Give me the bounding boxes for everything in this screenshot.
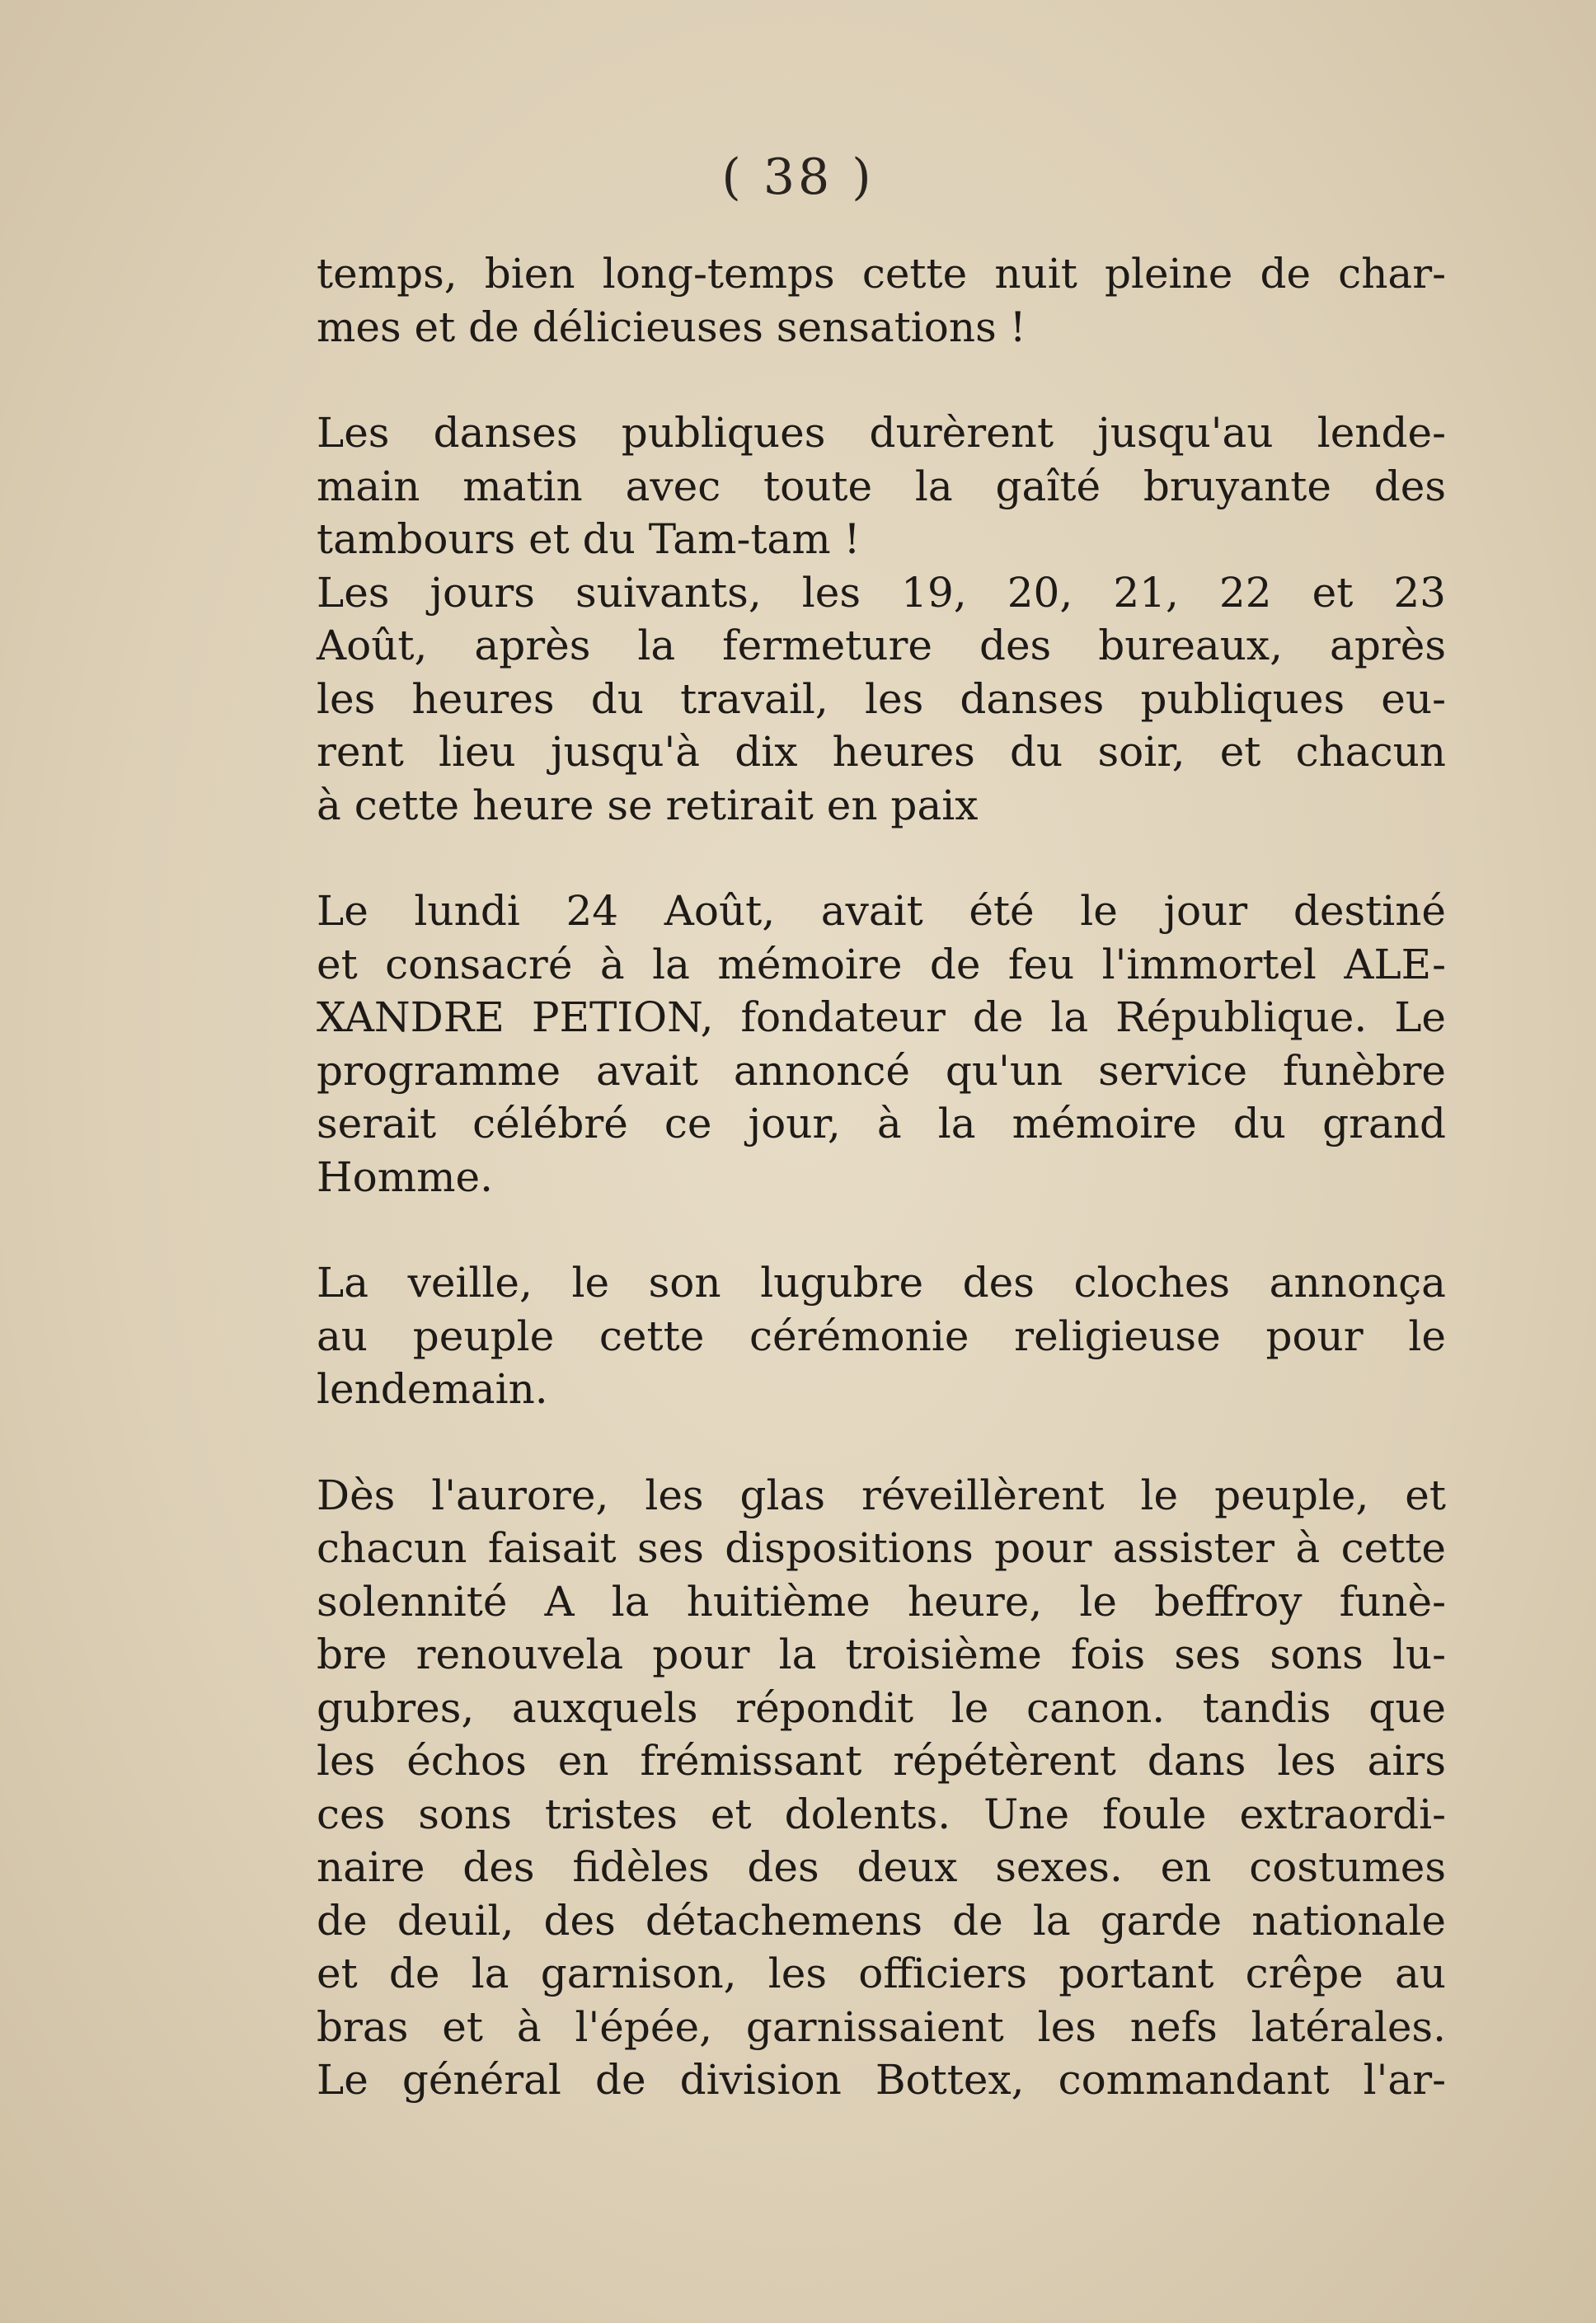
text-line: main matin avec toute la gaîté bruyante des: [317, 462, 1446, 510]
text-line: Dès l'aurore, les glas réveillèrent le peuple, et: [317, 1471, 1446, 1519]
text-line: mes et de délicieuses sensations !: [317, 303, 1026, 351]
paragraph: [317, 566, 1446, 833]
text-line: serait célébré ce jour, à la mémoire du grand: [317, 1100, 1446, 1147]
text-line: lendemain.: [317, 1365, 548, 1413]
text-line: de deuil, des détachemens de la garde nationale: [317, 1896, 1446, 1945]
text-line: Le lundi 24 Août, avait été le jour destiné: [317, 887, 1446, 935]
text-line: programme avait annoncé qu'un service funèbre: [317, 1046, 1446, 1095]
text-line: Homme.: [317, 1152, 494, 1201]
text-line: Les jours suivants, les 19, 20, 21, 22 et 23: [317, 568, 1446, 617]
paragraph: [317, 406, 1446, 566]
text-line: XANDRE PETION, fondateur de la République. Le: [317, 993, 1446, 1041]
text-line: les heures du travail, les danses publiques eu-: [317, 674, 1446, 723]
text-line: temps, bien long-temps cette nuit pleine de char-: [317, 250, 1446, 298]
body-text: [317, 247, 1446, 2107]
text-line: les échos en frémissant répétèrent dans les airs: [317, 1737, 1446, 1785]
text-line: tambours et du Tam-tam !: [317, 515, 861, 563]
text-line: solennité A la huitième heure, le beffroy funè-: [317, 1577, 1446, 1626]
text-line: Le général de division Bottex, commandant l'ar-: [317, 2056, 1446, 2104]
text-line: La veille, le son lugubre des cloches annonça: [317, 1259, 1446, 1307]
text-line: bre renouvela pour la troisième fois ses sons lu-: [317, 1631, 1446, 1678]
text-line: et consacré à la mémoire de feu l'immortel ALE-: [317, 940, 1446, 988]
text-line: Les danses publiques durèrent jusqu'au lende-: [317, 409, 1446, 457]
text-line: gubres, auxquels répondit le canon. tandis que: [317, 1683, 1446, 1732]
text-line: à cette heure se retirait en paix: [317, 781, 979, 829]
paragraph: [317, 885, 1446, 1204]
paragraph: [317, 247, 1446, 354]
text-line: au peuple cette cérémonie religieuse pour le: [317, 1312, 1446, 1360]
paragraph: [317, 1469, 1446, 2107]
text-line: rent lieu jusqu'à dix heures du soir, et chacun: [317, 728, 1446, 776]
text-line: chacun faisait ses dispositions pour assister à cette: [317, 1524, 1446, 1572]
paragraph: [317, 1256, 1446, 1416]
page-number: ( 38 ): [721, 148, 875, 206]
text-line: ces sons tristes et dolents. Une foule extraordi-: [317, 1790, 1446, 1838]
text-line: Août, après la fermeture des bureaux, après: [317, 622, 1446, 669]
text-line: bras et à l'épée, garnissaient les nefs latérales.: [317, 2002, 1446, 2051]
text-line: et de la garnison, les officiers portant crêpe au: [317, 1950, 1446, 1997]
text-line: naire des fidèles des deux sexes. en costumes: [317, 1843, 1446, 1891]
